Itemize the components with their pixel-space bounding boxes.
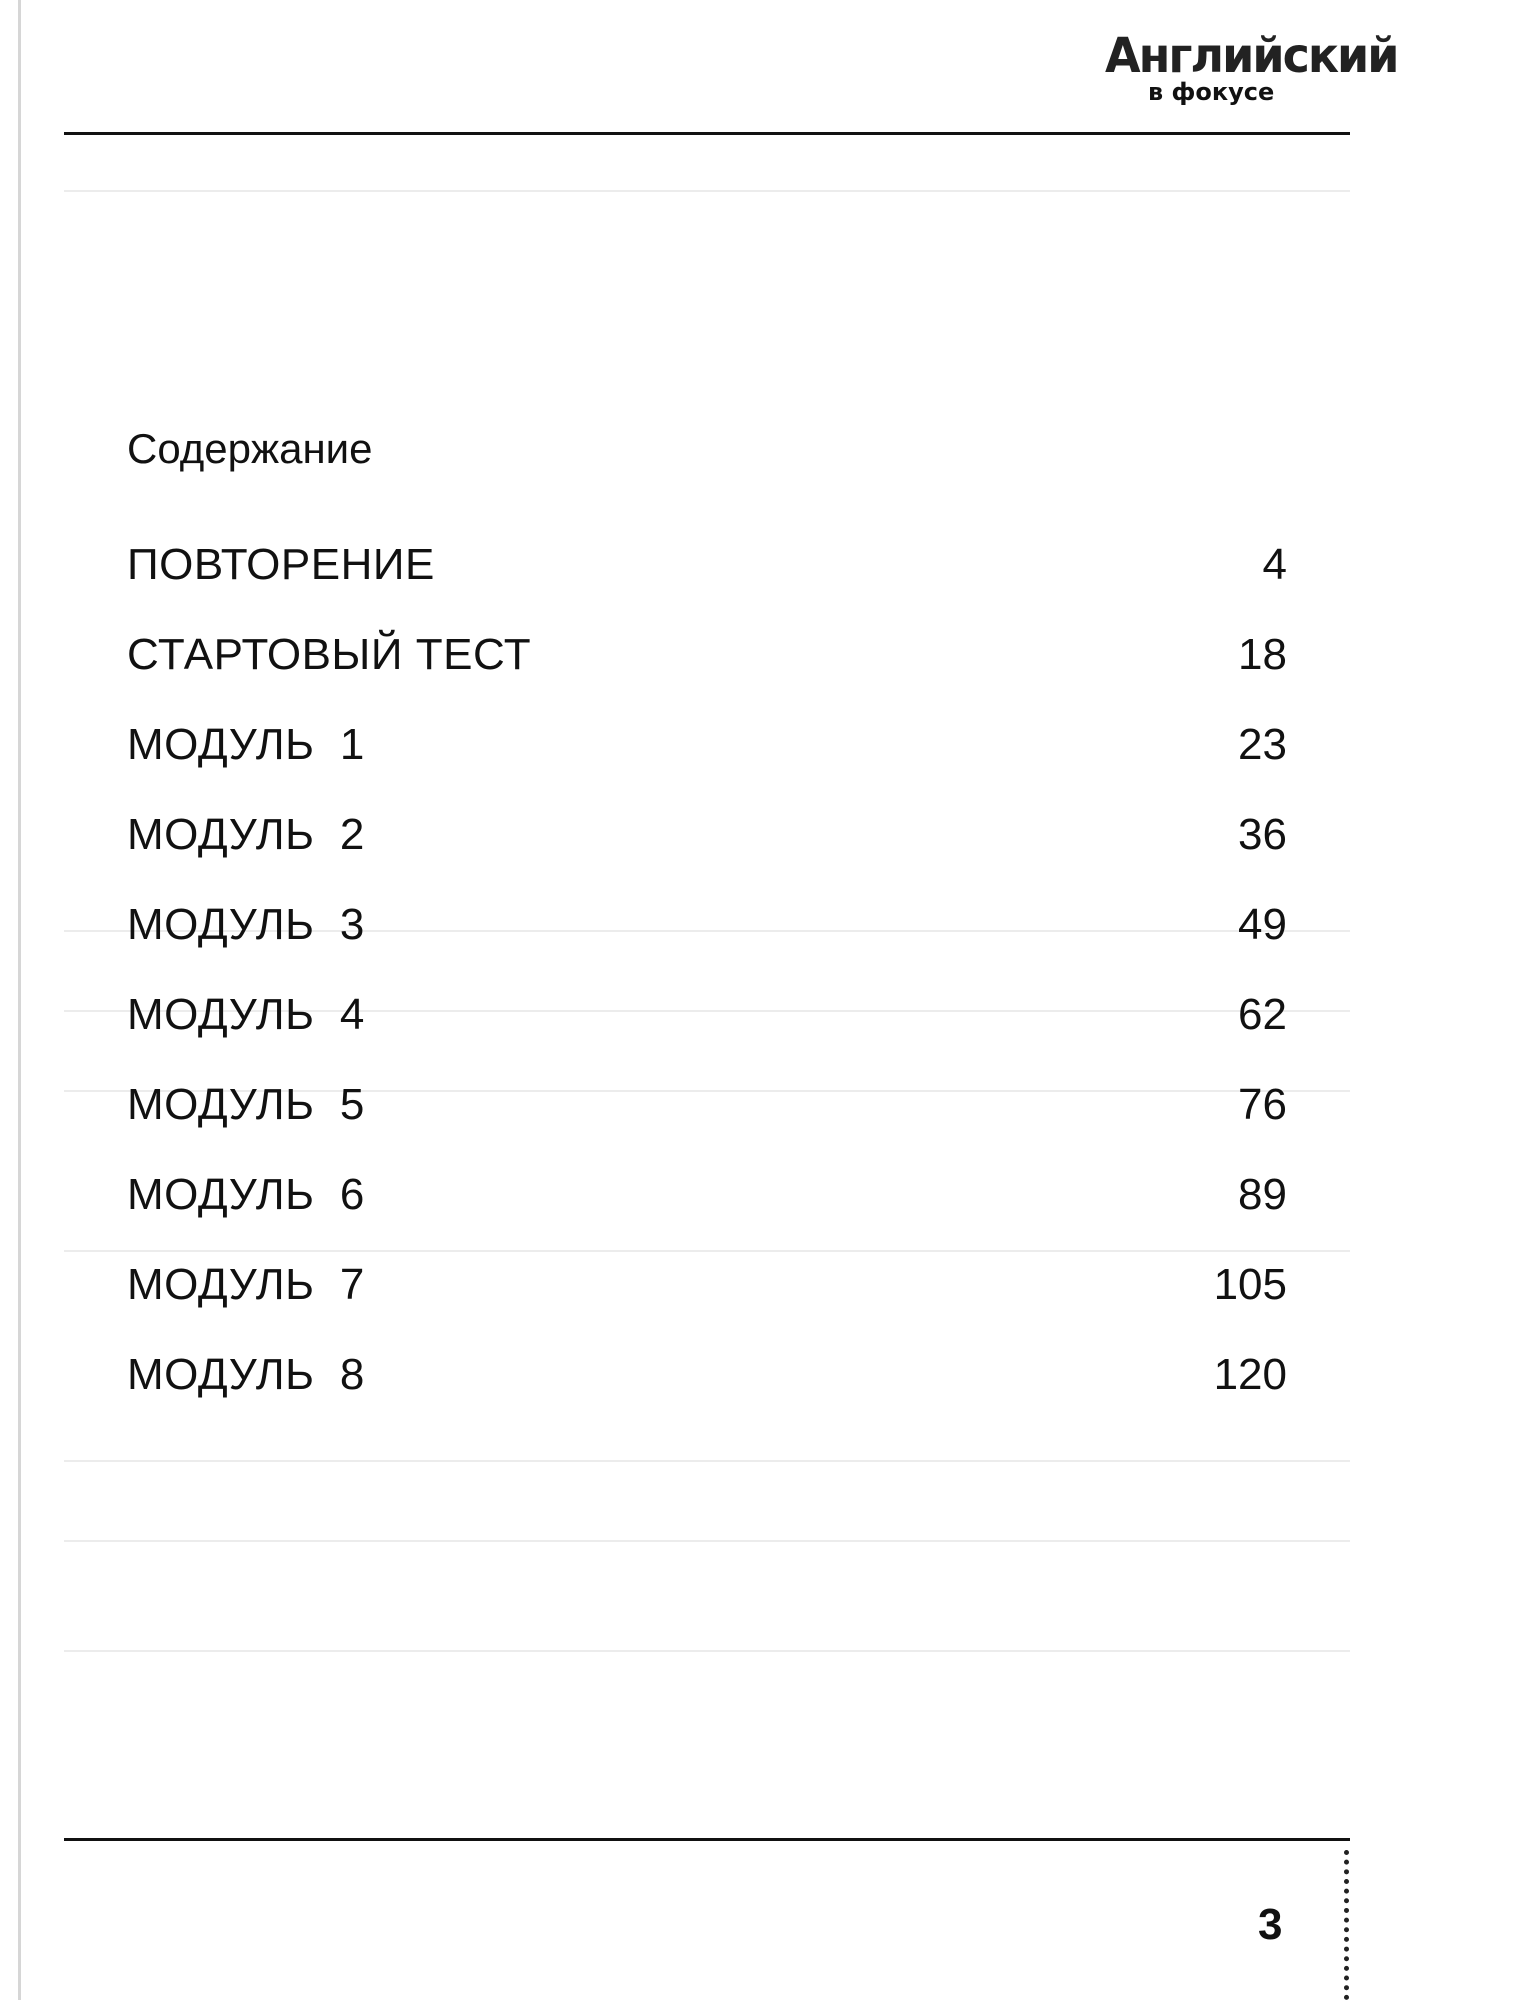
toc-item-label: СТАРТОВЫЙ ТЕСТ [127,630,532,679]
toc-item-label: МОДУЛЬ 3 [127,900,365,949]
toc-item-label: ПОВТОРЕНИЕ [127,540,435,589]
toc-item-label: МОДУЛЬ 7 [127,1260,365,1309]
toc-item-page: 49 [1238,900,1287,949]
toc-item-label: МОДУЛЬ 2 [127,810,365,859]
toc-item-page: 4 [1262,540,1287,589]
header-rule [64,132,1350,135]
toc-item-page: 120 [1213,1350,1287,1399]
bleed-through-line [64,1650,1350,1652]
toc-item-label: МОДУЛЬ 8 [127,1350,365,1399]
page-number: 3 [1258,1900,1283,1949]
toc-item-label: МОДУЛЬ 6 [127,1170,365,1219]
page-edge [18,0,21,2000]
bleed-through-line [64,1540,1350,1542]
toc-item-page: 105 [1213,1260,1287,1309]
toc-item[interactable] [127,970,1287,1060]
logo-subtitle: в фокусе [1148,78,1275,106]
toc-item[interactable] [127,790,1287,880]
toc-item-page: 62 [1238,990,1287,1039]
perforation-edge [1344,1850,1349,2000]
toc-item[interactable] [127,1240,1287,1330]
toc-item[interactable] [127,610,1287,700]
toc-item-page: 76 [1238,1080,1287,1129]
toc-item[interactable] [127,700,1287,790]
footer-rule [64,1838,1350,1841]
bleed-through-line [64,190,1350,192]
toc-item-label: МОДУЛЬ 1 [127,720,365,769]
toc-item-label: МОДУЛЬ 5 [127,1080,365,1129]
publisher-logo [1105,26,1398,118]
toc-item[interactable] [127,880,1287,970]
toc-item-page: 23 [1238,720,1287,769]
toc-item-label: МОДУЛЬ 4 [127,990,365,1039]
table-of-contents [127,520,1287,1420]
toc-item-page: 89 [1238,1170,1287,1219]
logo-title: Английский [1105,26,1398,84]
toc-item-page: 36 [1238,810,1287,859]
toc-item[interactable] [127,1330,1287,1420]
contents-title: Содержание [127,425,373,472]
toc-item[interactable] [127,1060,1287,1150]
toc-item[interactable] [127,1150,1287,1240]
bleed-through-line [64,1460,1350,1462]
toc-item-page: 18 [1238,630,1287,679]
toc-item[interactable] [127,520,1287,610]
